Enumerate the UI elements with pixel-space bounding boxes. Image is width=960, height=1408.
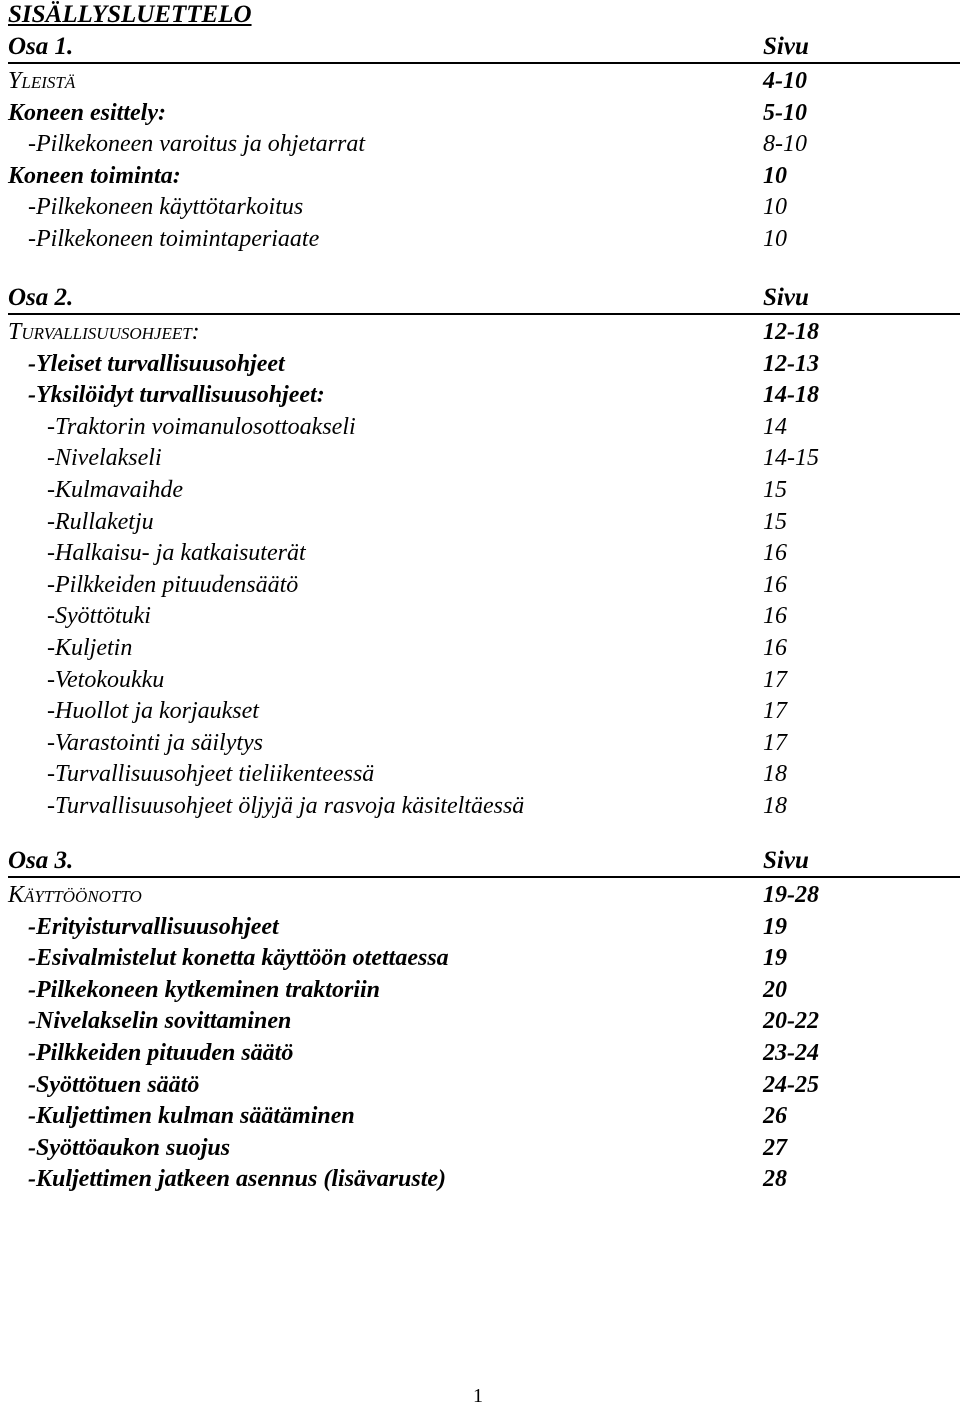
toc-entry-label: -Turvallisuusohjeet öljyjä ja rasvoja käsiteltäessä <box>47 793 525 819</box>
toc-entry-pages: 18 <box>763 761 787 787</box>
toc-entry <box>0 790 960 822</box>
toc-entry-pages: 20-22 <box>763 1008 819 1034</box>
page-column-header: Sivu <box>763 284 809 311</box>
toc-entry-label: Koneen toiminta: <box>8 163 181 189</box>
section-heading <box>8 65 75 99</box>
toc-entry-label: Koneen esittely: <box>8 100 166 126</box>
heading-pages: 4-10 <box>763 68 807 94</box>
toc-entry-pages: 16 <box>763 540 787 566</box>
toc-entry <box>0 379 960 411</box>
toc-entry-pages: 15 <box>763 509 787 535</box>
toc-entry <box>0 942 960 974</box>
toc-entry-label: -Kuljettimen jatkeen asennus (lisävaruste) <box>28 1166 447 1192</box>
section-heading-row <box>0 316 960 348</box>
toc-entry <box>0 1100 960 1132</box>
section-header <box>8 32 960 64</box>
toc-entry-pages: 8-10 <box>763 131 807 157</box>
toc-entry <box>0 474 960 506</box>
toc-entry <box>0 348 960 380</box>
page-column-header: Sivu <box>763 33 809 60</box>
toc-entry-pages: 23-24 <box>763 1040 819 1066</box>
toc-entry-label: -Rullaketju <box>47 509 154 535</box>
toc-entry-label: -Kuljettimen kulman säätäminen <box>28 1103 355 1129</box>
toc-entry-pages: 18 <box>763 793 787 819</box>
toc-entry-pages: 16 <box>763 572 787 598</box>
toc-entry <box>0 411 960 443</box>
section-heading-row <box>0 65 960 97</box>
heading-initial: K <box>8 882 25 908</box>
toc-entry <box>0 160 960 192</box>
toc-entry-pages: 15 <box>763 477 787 503</box>
toc-entry-pages: 14-15 <box>763 445 819 471</box>
toc-entry-pages: 24-25 <box>763 1072 819 1098</box>
toc-entry-pages: 17 <box>763 730 787 756</box>
section-header <box>8 283 960 315</box>
toc-entry-pages: 27 <box>763 1135 787 1161</box>
toc-entry <box>0 1163 960 1195</box>
toc-entry <box>0 1132 960 1164</box>
toc-entry-label: -Pilkekoneen toimintaperiaate <box>28 226 320 252</box>
heading-initial: Y <box>8 68 22 94</box>
toc-entry <box>0 911 960 943</box>
toc-entry <box>0 97 960 129</box>
toc-entry-pages: 10 <box>763 163 787 189</box>
toc-entry-label: -Halkaisu- ja katkaisuterät <box>47 540 306 566</box>
toc-entry-pages: 26 <box>763 1103 787 1129</box>
toc-entry <box>0 758 960 790</box>
section-label: Osa 1. <box>8 33 74 60</box>
toc-entry <box>0 974 960 1006</box>
toc-entry <box>0 128 960 160</box>
toc-entry-label: -Turvallisuusohjeet tieliikenteessä <box>47 761 375 787</box>
toc-entry-pages: 28 <box>763 1166 787 1192</box>
toc-entry-pages: 10 <box>763 226 787 252</box>
toc-entry-label: -Syöttötuen säätö <box>28 1072 200 1098</box>
section-heading <box>8 879 142 913</box>
heading-initial: T <box>8 319 22 345</box>
toc-entry <box>0 1037 960 1069</box>
toc-entry <box>0 727 960 759</box>
toc-entry-pages: 19 <box>763 914 787 940</box>
section-header <box>8 846 960 878</box>
section-label: Osa 2. <box>8 284 74 311</box>
toc-entry-label: -Yksilöidyt turvallisuusohjeet: <box>28 382 325 408</box>
toc-entry <box>0 223 960 255</box>
toc-entry <box>0 569 960 601</box>
heading-suffix: : <box>191 319 200 345</box>
toc-entry-pages: 20 <box>763 977 787 1003</box>
toc-entry-pages: 19 <box>763 945 787 971</box>
heading-rest: LEISTÄ <box>21 73 76 92</box>
toc-entry-label: -Kuljetin <box>47 635 133 661</box>
toc-entry <box>0 537 960 569</box>
toc-entry-label: -Erityisturvallisuusohjeet <box>28 914 279 940</box>
toc-entry-label: -Varastointi ja säilytys <box>47 730 263 756</box>
toc-entry-pages: 14 <box>763 414 787 440</box>
toc-entry <box>0 664 960 696</box>
toc-entry-label: -Nivelakselin sovittaminen <box>28 1008 292 1034</box>
toc-entry-label: -Pilkekoneen kytkeminen traktoriin <box>28 977 380 1003</box>
document-title: SISÄLLYSLUETTELO <box>8 1 252 28</box>
toc-entry-label: -Pilkkeiden pituuden säätö <box>28 1040 294 1066</box>
toc-entry <box>0 632 960 664</box>
toc-entry-label: -Yleiset turvallisuusohjeet <box>28 351 285 377</box>
toc-entry <box>0 600 960 632</box>
toc-entry-label: -Syöttöaukon suojus <box>28 1135 231 1161</box>
toc-entry-pages: 5-10 <box>763 100 807 126</box>
section-label: Osa 3. <box>8 847 74 874</box>
toc-entry-label: -Pilkekoneen varoitus ja ohjetarrat <box>28 131 366 157</box>
toc-entry-pages: 10 <box>763 194 787 220</box>
toc-entry-pages: 12-13 <box>763 351 819 377</box>
section-heading <box>8 316 200 350</box>
toc-entry-pages: 16 <box>763 603 787 629</box>
heading-pages: 19-28 <box>763 882 819 908</box>
toc-entry-label: -Huollot ja korjaukset <box>47 698 259 724</box>
toc-entry-label: -Kulmavaihde <box>47 477 183 503</box>
heading-rest: ÄYTTÖÖNOTTO <box>24 887 142 906</box>
toc-entry <box>0 191 960 223</box>
heading-rest: URVALLISUUSOHJEET <box>21 324 192 343</box>
toc-entry-label: -Traktorin voimanulosottoakseli <box>47 414 356 440</box>
toc-entry <box>0 1069 960 1101</box>
toc-entry-label: -Syöttötuki <box>47 603 151 629</box>
toc-entry <box>0 695 960 727</box>
toc-entry <box>0 1005 960 1037</box>
toc-entry-label: -Vetokoukku <box>47 667 165 693</box>
toc-entry <box>0 442 960 474</box>
page-number: 1 <box>473 1385 483 1407</box>
toc-entry-label: -Nivelakseli <box>47 445 162 471</box>
toc-entry-label: -Esivalmistelut konetta käyttöön otettaessa <box>28 945 449 971</box>
toc-entry-pages: 17 <box>763 667 787 693</box>
toc-entry <box>0 506 960 538</box>
toc-entry-pages: 16 <box>763 635 787 661</box>
toc-entry-label: -Pilkkeiden pituudensäätö <box>47 572 299 598</box>
page-column-header: Sivu <box>763 847 809 874</box>
toc-entry-pages: 14-18 <box>763 382 819 408</box>
heading-pages: 12-18 <box>763 319 819 345</box>
toc-entry-pages: 17 <box>763 698 787 724</box>
toc-entry-label: -Pilkekoneen käyttötarkoitus <box>28 194 304 220</box>
section-heading-row <box>0 879 960 911</box>
